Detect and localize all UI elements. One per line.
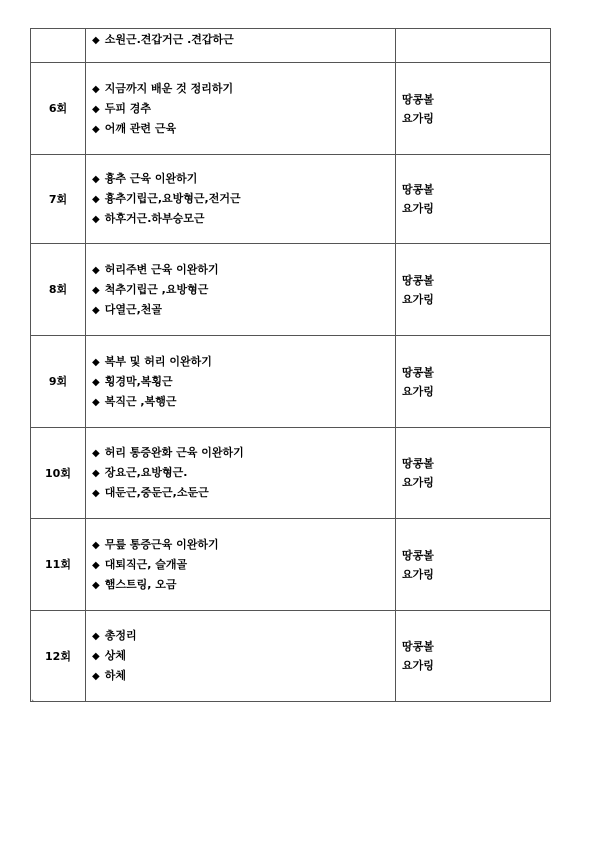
- equipment-item: 요가링: [402, 202, 434, 215]
- session-equipment: [396, 155, 551, 244]
- session-row: [31, 611, 551, 702]
- session-equipment: [396, 611, 551, 702]
- session-number: 8회: [31, 244, 86, 336]
- session-table: [30, 28, 551, 702]
- content-item-text: 두피 경추: [104, 101, 152, 115]
- equipment-item: 요가링: [402, 111, 434, 125]
- session-number: [31, 29, 86, 63]
- content-item: [92, 483, 395, 503]
- content-item: [92, 189, 395, 209]
- equipment-item: 땅콩볼: [402, 92, 434, 106]
- content-item: [92, 352, 395, 372]
- diamond-bullet-icon: ◆: [92, 174, 100, 185]
- content-item-text: 장요근,요방형근.: [104, 466, 188, 479]
- session-content: [86, 29, 396, 63]
- content-item-text: 다열근,천골: [104, 302, 163, 316]
- session-row: [31, 155, 551, 244]
- session-row: [31, 519, 551, 611]
- equipment-item: 요가링: [402, 659, 434, 672]
- content-item: [92, 575, 395, 595]
- content-item: [92, 79, 395, 99]
- equipment-item: 요가링: [402, 476, 434, 489]
- content-item: [92, 463, 395, 483]
- content-item: [92, 169, 395, 189]
- session-row: [31, 29, 551, 63]
- diamond-bullet-icon: ◆: [92, 448, 100, 459]
- diamond-bullet-icon: ◆: [92, 83, 100, 95]
- content-item-text: 대둔근,중둔근,소둔근: [104, 486, 209, 499]
- diamond-bullet-icon: ◆: [92, 539, 100, 551]
- diamond-bullet-icon: ◆: [92, 396, 100, 408]
- content-item-text: 하후거근.하부승모근: [104, 212, 205, 225]
- equipment-item: 땅콩볼: [402, 548, 434, 562]
- content-item-text: 햄스트링, 오금: [104, 577, 177, 591]
- session-equipment: [396, 244, 551, 336]
- session-number: 12회: [31, 611, 86, 702]
- equipment-item: 요가링: [402, 384, 434, 398]
- session-content: [86, 428, 396, 519]
- content-item: [92, 666, 395, 686]
- session-content: [86, 63, 396, 155]
- diamond-bullet-icon: ◆: [92, 468, 100, 479]
- session-number: 6회: [31, 63, 86, 155]
- content-item-text: 무릎 통증근육 이완하기: [104, 537, 219, 551]
- session-content: [86, 336, 396, 428]
- equipment-item: 땅콩볼: [402, 273, 434, 287]
- session-table-body: [31, 29, 551, 702]
- session-equipment: [396, 29, 551, 63]
- diamond-bullet-icon: ◆: [92, 284, 100, 296]
- diamond-bullet-icon: ◆: [92, 103, 100, 115]
- session-number: 9회: [31, 336, 86, 428]
- content-item-text: 총정리: [104, 629, 137, 642]
- content-item-text: 대퇴직근, 슬개골: [104, 557, 188, 571]
- content-item: [92, 392, 395, 412]
- diamond-bullet-icon: ◆: [92, 579, 100, 591]
- content-item-text: 횡경막,복횡근: [104, 374, 173, 388]
- session-content: [86, 611, 396, 702]
- diamond-bullet-icon: ◆: [92, 651, 100, 662]
- content-item: [92, 260, 395, 280]
- equipment-item: 땅콩볼: [402, 183, 434, 196]
- equipment-item: 땅콩볼: [402, 365, 434, 379]
- session-row: [31, 63, 551, 155]
- stray-mark: `: [31, 700, 36, 710]
- content-item-text: 허리주변 근육 이완하기: [104, 262, 219, 276]
- diamond-bullet-icon: ◆: [92, 194, 100, 205]
- diamond-bullet-icon: ◆: [92, 123, 100, 135]
- content-item: [92, 119, 395, 139]
- diamond-bullet-icon: ◆: [92, 264, 100, 276]
- content-item-text: 흉추 근육 이완하기: [104, 172, 198, 185]
- equipment-item: 요가링: [402, 292, 434, 306]
- equipment-item: 땅콩볼: [402, 640, 434, 653]
- content-item: [92, 280, 395, 300]
- equipment-item: 땅콩볼: [402, 457, 434, 470]
- content-item: [92, 646, 395, 666]
- content-item-text: 상체: [104, 649, 126, 662]
- content-item: [92, 626, 395, 646]
- content-item-text: 하체: [104, 669, 126, 682]
- session-equipment: [396, 63, 551, 155]
- session-row: [31, 244, 551, 336]
- session-content: [86, 244, 396, 336]
- session-row: [31, 336, 551, 428]
- content-item: [92, 300, 395, 320]
- content-item-text: 복직근 ,복행근: [104, 394, 177, 408]
- session-equipment: [396, 336, 551, 428]
- content-item-text: 척추기립근 ,요방형근: [104, 282, 209, 296]
- diamond-bullet-icon: ◆: [92, 304, 100, 316]
- session-number: 11회: [31, 519, 86, 611]
- content-item-text: 흉추기립근,요방형근,전거근: [104, 192, 241, 205]
- content-item: [92, 535, 395, 555]
- diamond-bullet-icon: ◆: [92, 559, 100, 571]
- diamond-bullet-icon: ◆: [92, 35, 100, 46]
- diamond-bullet-icon: ◆: [92, 488, 100, 499]
- diamond-bullet-icon: ◆: [92, 214, 100, 225]
- content-item: [92, 209, 395, 229]
- content-item-text: 지금까지 배운 것 정리하기: [104, 81, 234, 95]
- content-item: [92, 555, 395, 575]
- content-item-text: 복부 및 허리 이완하기: [104, 354, 212, 368]
- content-item: [92, 372, 395, 392]
- content-item: [92, 99, 395, 119]
- session-number: 7회: [31, 155, 86, 244]
- session-equipment: [396, 519, 551, 611]
- session-content: [86, 519, 396, 611]
- diamond-bullet-icon: ◆: [92, 671, 100, 682]
- content-item-text: 허리 통증완화 근육 이완하기: [104, 446, 244, 459]
- session-number: 10회: [31, 428, 86, 519]
- content-item-text: 소원근.견갑거근 .견갑하근: [104, 33, 234, 46]
- equipment-item: 요가링: [402, 567, 434, 581]
- diamond-bullet-icon: ◆: [92, 356, 100, 368]
- content-item: [92, 30, 395, 50]
- diamond-bullet-icon: ◆: [92, 376, 100, 388]
- content-item: [92, 443, 395, 463]
- content-item-text: 어깨 관련 근육: [104, 121, 177, 135]
- session-row: [31, 428, 551, 519]
- session-equipment: [396, 428, 551, 519]
- session-content: [86, 155, 396, 244]
- diamond-bullet-icon: ◆: [92, 631, 100, 642]
